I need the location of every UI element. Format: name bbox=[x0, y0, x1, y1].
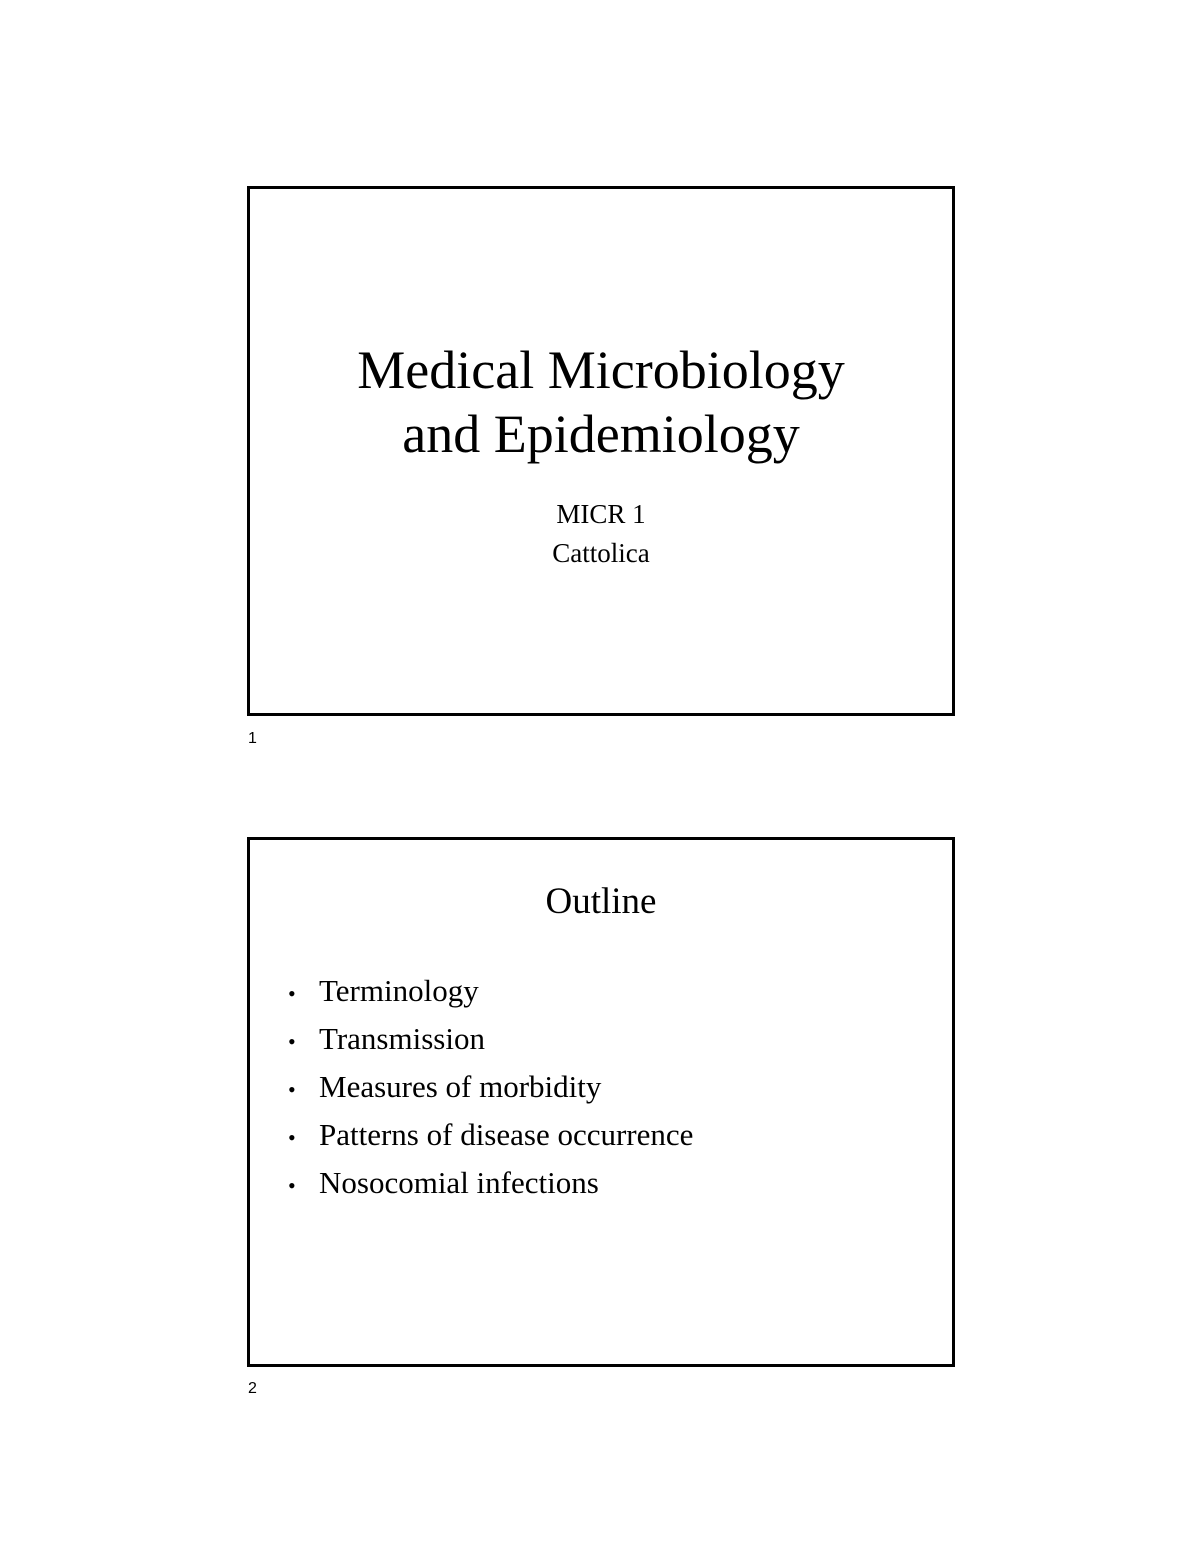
bullet-icon: • bbox=[288, 1125, 296, 1150]
outline-item bbox=[288, 1160, 693, 1208]
outline-item bbox=[288, 1064, 693, 1112]
outline-item bbox=[288, 1112, 693, 1160]
bullet-icon: • bbox=[288, 1173, 296, 1198]
outline-item-text: Patterns of disease occurrence bbox=[319, 1117, 694, 1152]
bullet-icon: • bbox=[288, 1077, 296, 1102]
outline-item-text: Transmission bbox=[319, 1021, 485, 1056]
slide-2-number: 2 bbox=[248, 1380, 257, 1397]
slide-1 bbox=[247, 186, 955, 716]
slide-1-title-line-1: Medical Microbiology bbox=[357, 340, 845, 400]
outline-item-text: Nosocomial infections bbox=[319, 1165, 599, 1200]
outline-item-text: Terminology bbox=[319, 973, 479, 1008]
slide-1-title bbox=[250, 338, 952, 466]
slide-1-title-line-2: and Epidemiology bbox=[402, 404, 800, 464]
slide-1-number: 1 bbox=[248, 730, 257, 747]
slide-1-course-code: MICR 1 bbox=[556, 499, 646, 529]
outline-item bbox=[288, 1016, 693, 1064]
bullet-icon: • bbox=[288, 981, 296, 1006]
bullet-icon: • bbox=[288, 1029, 296, 1054]
slide-1-institution: Cattolica bbox=[552, 538, 650, 568]
outline-list bbox=[288, 968, 693, 1208]
outline-item-text: Measures of morbidity bbox=[319, 1069, 602, 1104]
slide-1-subtitle bbox=[250, 495, 952, 573]
outline-item bbox=[288, 968, 693, 1016]
slide-2 bbox=[247, 837, 955, 1367]
slide-2-title: Outline bbox=[545, 881, 657, 922]
